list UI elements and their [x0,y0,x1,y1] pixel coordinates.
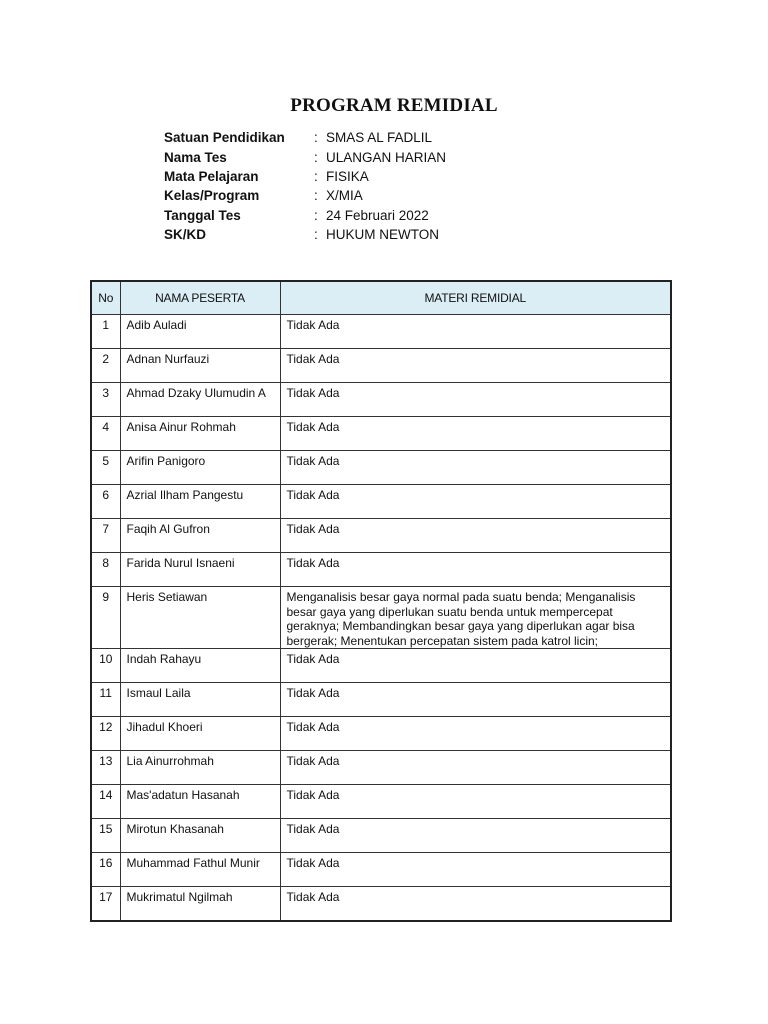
row-number: 7 [91,519,120,553]
test-info-value: ULANGAN HARIAN [326,149,447,165]
test-info-value: FISIKA [326,168,369,184]
row-number: 16 [91,853,120,887]
participant-name: Anisa Ainur Rohmah [120,417,280,451]
table-row [91,349,671,383]
remedial-material: Tidak Ada [280,649,671,683]
table-row [91,383,671,417]
row-number: 4 [91,417,120,451]
remedial-material: Tidak Ada [280,519,671,553]
test-info-row [164,225,446,244]
remedial-material: Tidak Ada [280,383,671,417]
row-number: 3 [91,383,120,417]
participant-name: Farida Nurul Isnaeni [120,553,280,587]
participant-name: Jihadul Khoeri [120,717,280,751]
row-number: 6 [91,485,120,519]
remedial-material: Tidak Ada [280,785,671,819]
test-info-row [164,147,446,166]
row-number: 12 [91,717,120,751]
test-info-label: Mata Pelajaran [164,168,259,184]
table-row [91,649,671,683]
remedial-material: Tidak Ada [280,315,671,349]
participant-name: Adnan Nurfauzi [120,349,280,383]
remedial-material: Tidak Ada [280,349,671,383]
participant-name: Mas'adatun Hasanah [120,785,280,819]
remedial-material: Tidak Ada [280,485,671,519]
participant-name: Mirotun Khasanah [120,819,280,853]
participant-name: Faqih Al Gufron [120,519,280,553]
table-row [91,519,671,553]
test-info-row [164,128,446,147]
table-row [91,751,671,785]
row-number: 5 [91,451,120,485]
test-info-value: SMAS AL FADLIL [326,130,433,146]
participant-name: Mukrimatul Ngilmah [120,887,280,922]
row-number: 17 [91,887,120,922]
remedial-material: Tidak Ada [280,417,671,451]
participant-name: Indah Rahayu [120,649,280,683]
remedial-material: Tidak Ada [280,819,671,853]
test-info-value: HUKUM NEWTON [326,227,439,243]
test-info-row [164,167,446,186]
participant-name: Muhammad Fathul Munir [120,853,280,887]
table-row [91,717,671,751]
row-number: 15 [91,819,120,853]
test-info-separator: : [314,149,318,165]
table-row [91,785,671,819]
remedial-material: Tidak Ada [280,553,671,587]
test-info-label: Kelas/Program [164,188,260,204]
row-number: 10 [91,649,120,683]
row-number: 9 [91,587,120,649]
row-number: 2 [91,349,120,383]
remedial-material: Tidak Ada [280,683,671,717]
remedial-material: Tidak Ada [280,451,671,485]
test-info-separator: : [314,188,318,204]
row-number: 14 [91,785,120,819]
test-info-separator: : [314,168,318,184]
row-number: 13 [91,751,120,785]
test-info-row [164,186,446,205]
row-number: 11 [91,683,120,717]
table-row [91,587,671,649]
test-info-label: Satuan Pendidikan [164,130,285,146]
participant-name: Adib Auladi [120,315,280,349]
remedial-material: Tidak Ada [280,853,671,887]
remedial-material: Tidak Ada [280,887,671,922]
participant-name: Heris Setiawan [120,587,280,649]
header-materi: MATERI REMIDIAL [280,281,671,315]
participant-name: Azrial Ilham Pangestu [120,485,280,519]
table-row [91,451,671,485]
participant-name: Arifin Panigoro [120,451,280,485]
document-title: PROGRAM REMIDIAL [290,95,498,116]
test-info-row [164,206,446,225]
row-number: 8 [91,553,120,587]
test-info-label: Tanggal Tes [164,207,241,223]
participant-name: Lia Ainurrohmah [120,751,280,785]
table-row [91,417,671,451]
row-number: 1 [91,315,120,349]
test-info-label: SK/KD [164,227,207,243]
table-row [91,819,671,853]
participant-name: Ismaul Laila [120,683,280,717]
table-row [91,315,671,349]
remedial-material: Tidak Ada [280,751,671,785]
test-info-table [164,128,446,244]
remedial-table [90,280,672,922]
test-info-separator: : [314,130,318,146]
remedial-material: Menganalisis besar gaya normal pada suatu benda; Menganalisis besar gaya yang diperlukan suatu benda untuk mempercepat geraknya; Membandingkan besar gaya yang diperlukan agar bisa bergerak; Menentukan percepatan sistem pada katrol licin; [280,587,671,649]
test-info-separator: : [314,207,318,223]
test-info-value: 24 Februari 2022 [326,207,429,223]
table-row [91,853,671,887]
test-info-separator: : [314,227,318,243]
header-name: NAMA PESERTA [120,281,280,315]
test-info-body [164,128,446,244]
test-info-label: Nama Tes [164,149,227,165]
table-header-row [91,281,671,315]
participant-name: Ahmad Dzaky Ulumudin A [120,383,280,417]
table-row [91,683,671,717]
remedial-material: Tidak Ada [280,717,671,751]
table-row [91,553,671,587]
header-no: No [91,281,120,315]
test-info-value: X/MIA [326,188,363,204]
table-row [91,485,671,519]
remedial-table-body [91,315,671,922]
table-row [91,887,671,922]
